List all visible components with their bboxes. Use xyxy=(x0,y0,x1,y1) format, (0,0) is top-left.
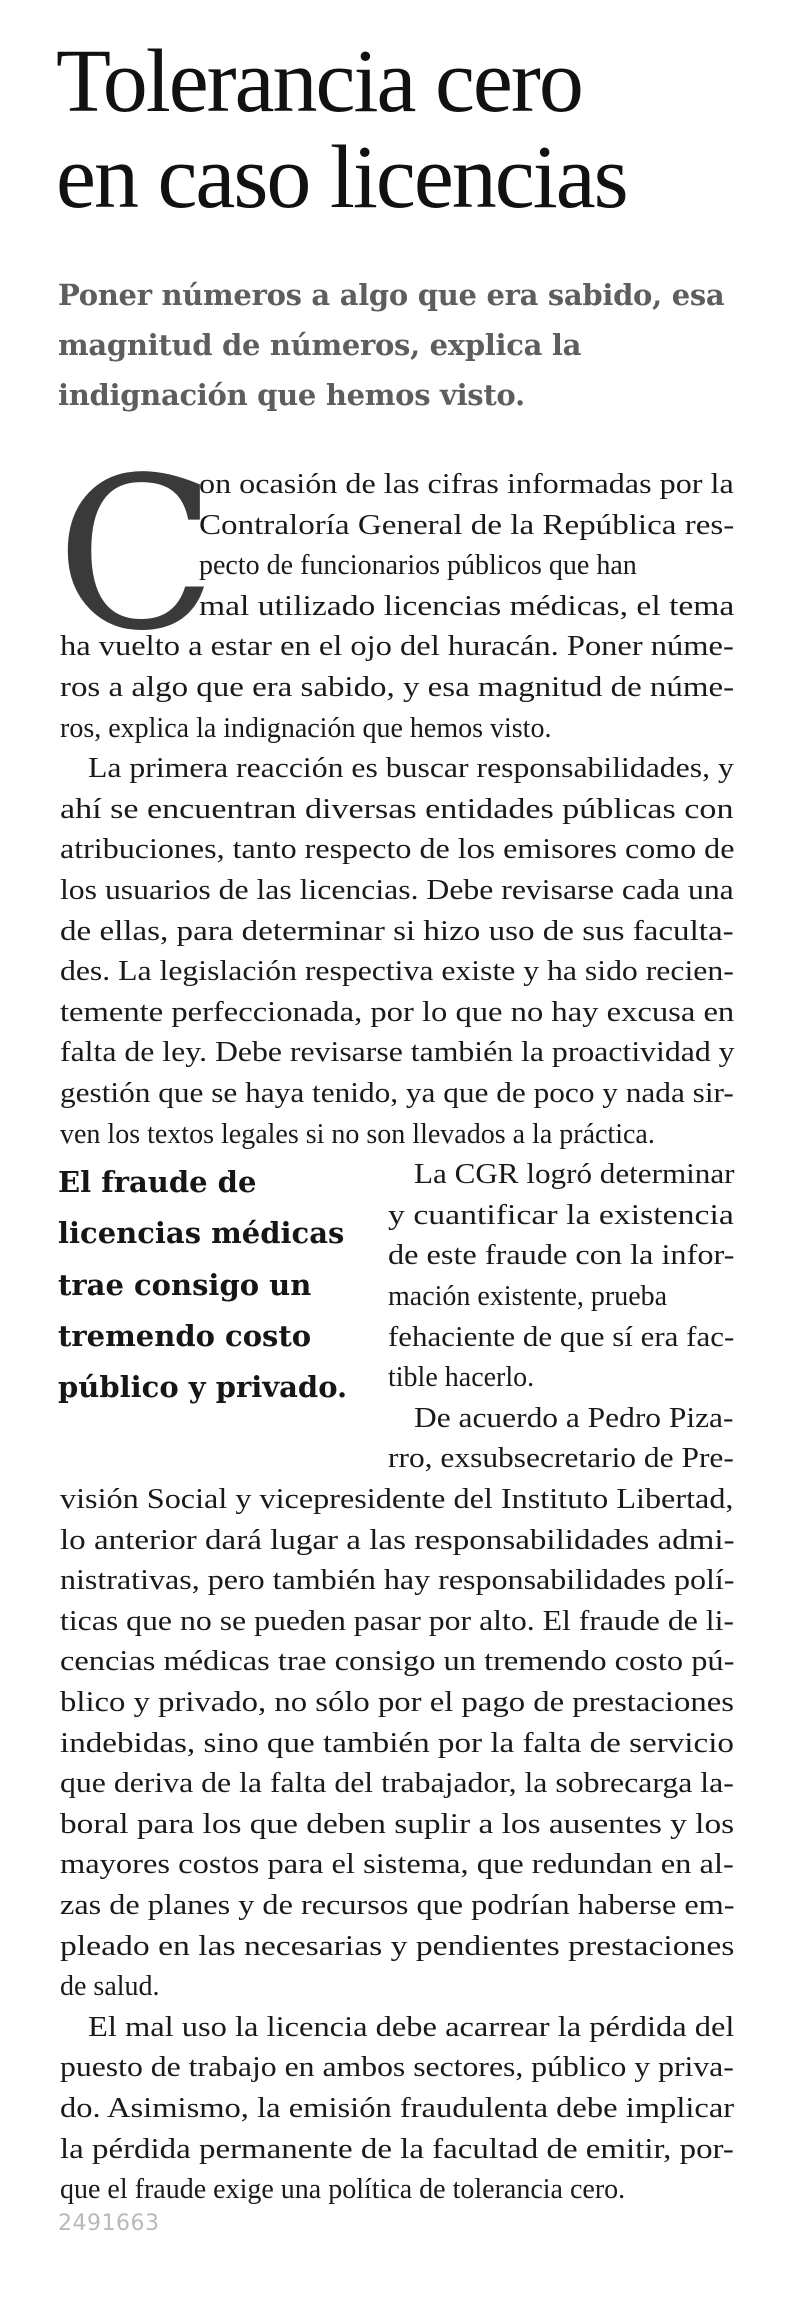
body-line: que el fraude exige una política de tolerancia cero. xyxy=(60,2174,626,2206)
body-line: cencias médicas trae consigo un tremendo costo pú- xyxy=(60,1646,735,1678)
deck-line: magnitud de números, explica la xyxy=(58,328,582,362)
body-line: puesto de trabajo en ambos sectores, público y priva- xyxy=(60,2052,734,2084)
pull-quote-line: El fraude de xyxy=(58,1165,257,1200)
headline xyxy=(56,34,756,226)
document-id: 2491663 xyxy=(58,2210,160,2236)
body-line: tible hacerlo. xyxy=(388,1362,535,1394)
body-line: atribuciones, tanto respecto de los emisores como de xyxy=(60,834,735,866)
pull-quote-line: público y privado. xyxy=(58,1370,348,1404)
body-line: falta de ley. Debe revisarse también la proactividad y xyxy=(60,1037,735,1069)
body-line: lo anterior dará lugar a las responsabilidades admi- xyxy=(60,1524,735,1556)
body-line: La CGR logró determinar xyxy=(414,1159,735,1191)
body-line: visión Social y vicepresidente del Instituto Libertad, xyxy=(60,1484,734,1515)
body-line: la pérdida permanente de la facultad de emitir, por- xyxy=(60,2133,734,2165)
deck-line: indignación que hemos visto. xyxy=(58,378,525,412)
body-line: indebidas, sino que también por la falta de servicio xyxy=(60,1727,734,1759)
body-line: on ocasión de las cifras informadas por la xyxy=(199,469,734,500)
body-line: que deriva de la falta del trabajador, la sobrecarga la- xyxy=(60,1768,734,1800)
body-line: zas de planes y de recursos que podrían haberse em- xyxy=(60,1890,735,1921)
headline-line: en caso licencias xyxy=(56,128,627,227)
body-line: ahí se encuentran diversas entidades públicas con xyxy=(60,793,734,825)
body-line: de este fraude con la infor- xyxy=(388,1240,735,1272)
body-line: pecto de funcionarios públicos que han xyxy=(199,550,637,582)
body-line: fehaciente de que sí era fac- xyxy=(388,1321,735,1353)
pull-quote xyxy=(58,1157,378,1413)
body-line: de ellas, para determinar si hizo uso de sus faculta- xyxy=(60,915,734,947)
body-line: ha vuelto a estar en el ojo del huracán. Poner núme- xyxy=(60,631,734,663)
body-line: ticas que no se pueden pasar por alto. El fraude de li- xyxy=(60,1605,735,1637)
body-line: temente perfeccionada, por lo que no hay excusa en xyxy=(60,996,735,1028)
body-line: de salud. xyxy=(60,1971,160,2003)
body-line: De acuerdo a Pedro Piza- xyxy=(414,1402,734,1434)
body-line: y cuantificar la existencia xyxy=(388,1199,734,1231)
pull-quote-line: licencias médicas xyxy=(58,1216,345,1251)
body-line: El mal uso la licencia debe acarrear la pérdida del xyxy=(88,2011,735,2043)
deck-line: Poner números a algo que era sabido, esa xyxy=(58,278,725,312)
pull-quote-line: tremendo costo xyxy=(58,1318,312,1353)
body-line: mación existente, prueba xyxy=(388,1281,668,1312)
body-line: mayores costos para el sistema, que redundan en al- xyxy=(60,1849,734,1881)
body-line: los usuarios de las licencias. Debe revisarse cada una xyxy=(60,875,734,906)
body-line: des. La legislación respectiva existe y ha sido recien- xyxy=(60,956,734,988)
body-line: ros, explica la indignación que hemos visto. xyxy=(60,712,552,744)
pull-quote-line: trae consigo un xyxy=(58,1267,312,1302)
body-line: gestión que se haya tenido, ya que de poco y nada sir- xyxy=(60,1078,734,1109)
deck-subheadline xyxy=(58,270,758,420)
body-line: ros a algo que era sabido, y esa magnitud de núme- xyxy=(60,672,735,703)
headline-line: Tolerancia cero xyxy=(56,32,582,131)
body-line: La primera reacción es buscar responsabilidades, y xyxy=(88,753,734,785)
body-line: pleado en las necesarias y pendientes prestaciones xyxy=(60,1930,735,1962)
body-line: boral para los que deben suplir a los ausentes y los xyxy=(60,1808,735,1840)
body-line: ven los textos legales si no son llevados a la práctica. xyxy=(60,1118,655,1150)
body-line: Contraloría General de la República res- xyxy=(199,509,735,541)
body-line: blico y privado, no sólo por el pago de prestaciones xyxy=(60,1687,734,1718)
body-line: rro, exsubsecretario de Pre- xyxy=(388,1443,734,1475)
drop-cap: C xyxy=(56,432,217,677)
body-line: do. Asimismo, la emisión fraudulenta debe implicar xyxy=(60,2093,735,2124)
body-line: mal utilizado licencias médicas, el tema xyxy=(199,590,735,622)
body-line: nistrativas, pero también hay responsabilidades polí- xyxy=(60,1565,735,1597)
